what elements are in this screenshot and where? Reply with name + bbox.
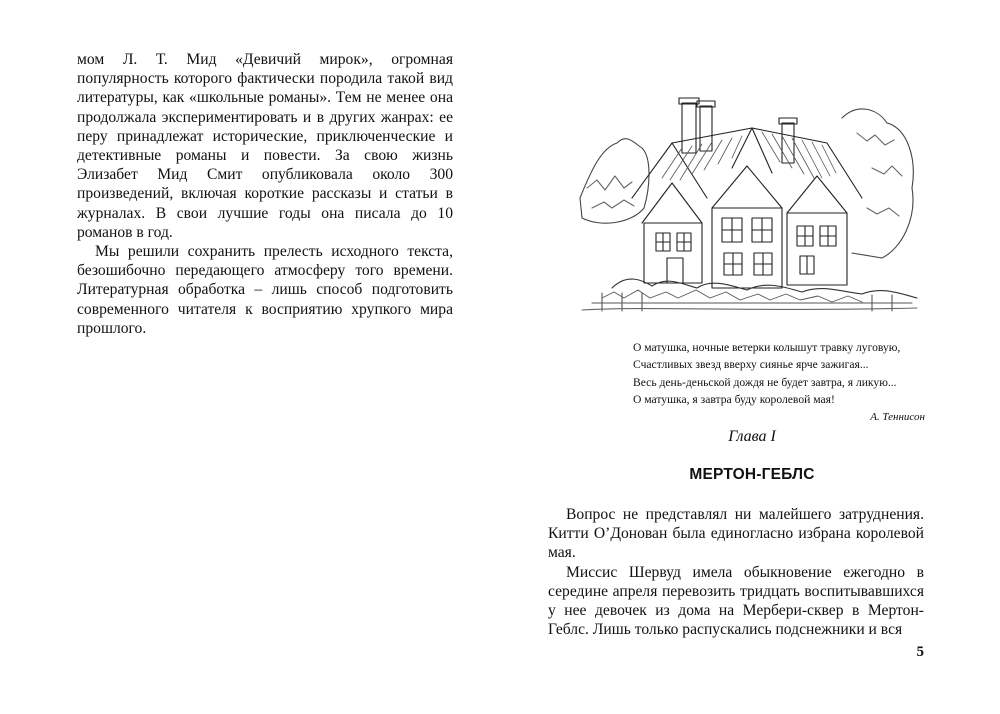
epigraph-line-3: Весь день-деньской дождя не будет завтра, я ликую... xyxy=(633,375,897,389)
epigraph-line-4: О матушка, я завтра буду королевой мая! xyxy=(633,393,835,407)
wall-right xyxy=(787,213,847,285)
epigraph-line-2: Счастливых звезд вверху сиянье ярче зажигая... xyxy=(633,358,869,372)
right-paragraph-1: Вопрос не представлял ни малейшего затруднения. Китти О’Донован была единогласно избрана королевой мая. xyxy=(548,506,924,562)
wall-left xyxy=(644,223,702,283)
chapter-number: Глава I xyxy=(728,428,776,445)
left-paragraph-2: Мы решили сохранить прелесть исходного текста, безошибочно передающего атмосферу того времени. Литературная обработка – лишь способ подготовить современного читателя к восприятию хрупкого мира прошлого. xyxy=(77,243,453,337)
tree-left xyxy=(580,139,649,223)
chapter-title: МЕРТОН-ГЕБЛС xyxy=(689,466,815,483)
right-body-text xyxy=(548,505,924,639)
epigraph-author: А. Теннисон xyxy=(870,410,925,423)
chimney-3 xyxy=(782,123,794,163)
epigraph xyxy=(633,339,925,426)
house-illustration xyxy=(572,48,926,316)
left-paragraph-1: мом Л. Т. Мид «Девичий мирок», огромная популярность которого фактически породила такой вид литературы, как «школьные романы». Тем не менее она продолжала экспериментировать и в других жанрах: ее перу принадлежат исторические, приключенческие и детективные романы и повести. За свою жизнь Элизабет Мид Смит опубликовала около 300 произведений, включая короткие рассказы и статьи в журналах. В свои лучшие годы она писала до 10 романов в год. xyxy=(77,51,453,241)
gable-left xyxy=(642,183,702,223)
page-number: 5 xyxy=(916,644,924,660)
chimney-1 xyxy=(682,103,696,153)
door xyxy=(667,258,683,283)
epigraph-line-1: О матушка, ночные ветерки колышут травку луговую, xyxy=(633,341,901,354)
right-paragraph-2: Миссис Шервуд имела обыкновение ежегодно в середине апреля перевозить тридцать воспитывавшихся у нее девочек из дома на Мербери-сквер в Мертон-Геблс. Лишь только распускались подснежники и вся xyxy=(548,563,924,639)
left-body-text xyxy=(77,50,453,338)
gable-right xyxy=(787,176,847,213)
